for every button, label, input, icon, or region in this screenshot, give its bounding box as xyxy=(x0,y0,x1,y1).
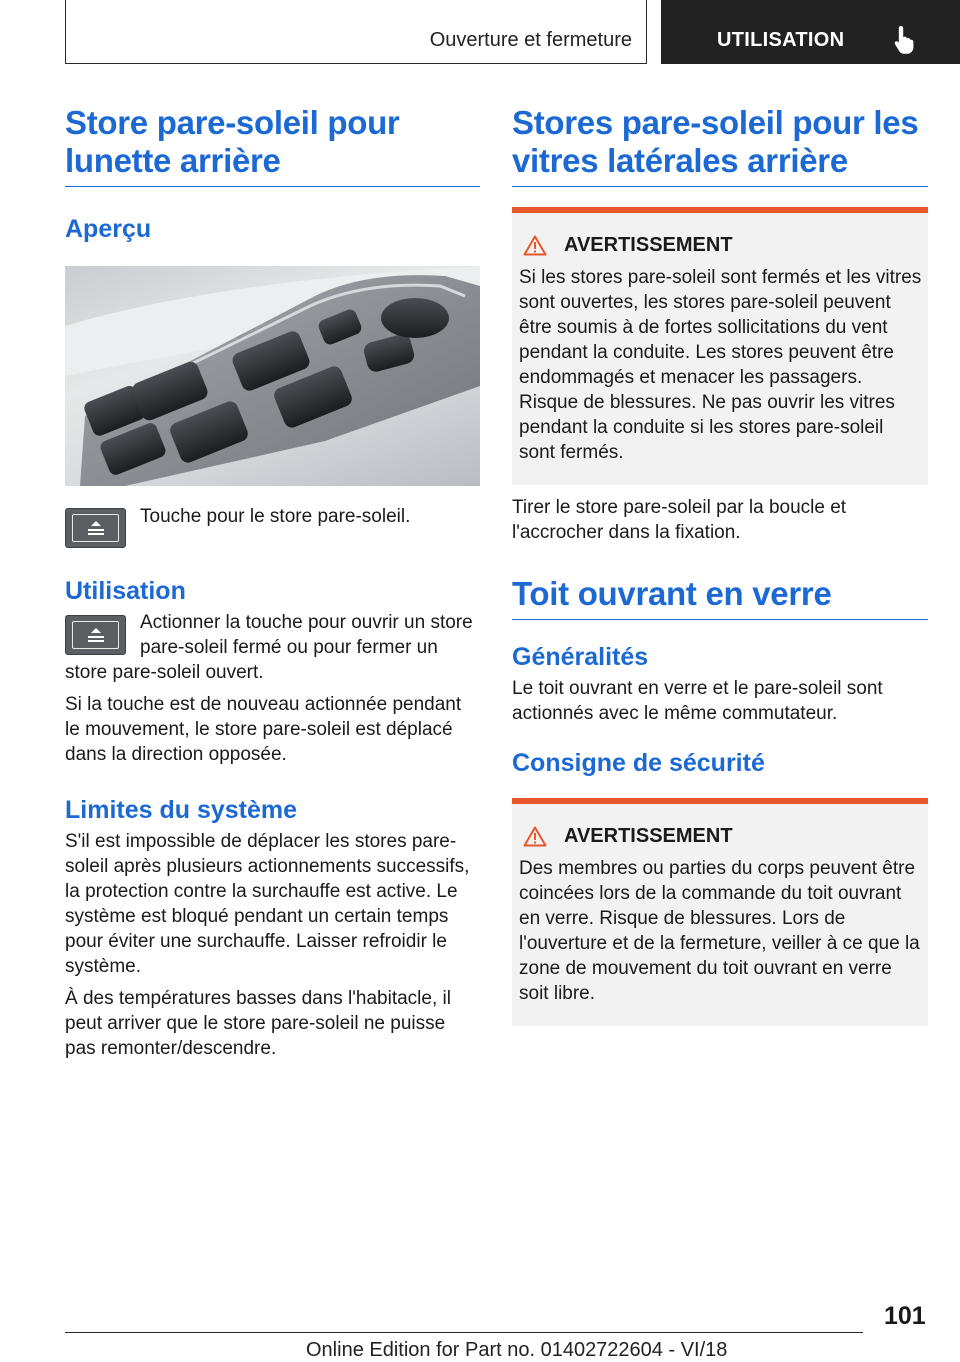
header-section-title: Ouverture et fermeture xyxy=(429,29,632,51)
pointing-hand-icon xyxy=(893,24,917,54)
glass-roof-title: Toit ouvrant en verre xyxy=(512,575,928,620)
right-column xyxy=(512,104,928,1026)
key-caption-row xyxy=(65,508,480,548)
safety-heading: Consigne de sécurité xyxy=(512,749,765,777)
header-section-box xyxy=(65,0,647,64)
sunblind-key-icon xyxy=(65,615,126,655)
overview-heading: Aperçu xyxy=(65,215,152,243)
warning-triangle-icon xyxy=(523,826,547,847)
warning-title-row xyxy=(519,233,922,257)
footer-divider xyxy=(65,1332,863,1333)
footer-edition: Online Edition for Part no. 01402722604 - VI/18 xyxy=(306,1339,728,1361)
warning-title: AVERTISSEMENT xyxy=(564,234,733,256)
door-panel-illustration xyxy=(65,266,480,486)
page-number: 101 xyxy=(884,1302,926,1330)
left-column xyxy=(65,104,480,1061)
door-switch-panel-photo xyxy=(65,266,480,486)
warning-text: Des membres ou parties du corps peuvent être coincées lors de la commande du toit ouvrant en verre. Risque de blessures. Lors de l'ouverture et de la fermeture, veiller à ce que la zone de mouvement du toit ouvrant en verre soit libre. xyxy=(519,858,920,1004)
warning-box-wind xyxy=(512,207,928,485)
general-heading: Généralités xyxy=(512,643,649,671)
usage-text: Actionner la touche pour ouvrir un store pare-soleil fermé ou pour fermer un store pare-soleil ouvert. xyxy=(65,612,473,683)
warning-triangle-icon xyxy=(523,235,547,256)
rear-window-sunblind-title xyxy=(65,104,480,187)
title-line-2: vitres latérales arrière xyxy=(512,142,848,179)
header-chapter-box xyxy=(661,0,960,64)
title-line-1: Stores pare-soleil pour les xyxy=(512,104,919,141)
limits-text-2: À des températures basses dans l'habitacle, il peut arriver que le store pare-soleil ne puisse pas remonter/descendre. xyxy=(65,988,451,1059)
general-text: Le toit ouvrant en verre et le pare-soleil sont actionnés avec le même commutateur. xyxy=(512,678,883,724)
key-caption-text: Touche pour le store pare-soleil. xyxy=(140,506,411,527)
sunblind-key-icon xyxy=(65,508,126,548)
usage-text-2: Si la touche est de nouveau actionnée pendant le mouvement, le store pare-soleil est déplacé dans la direction opposée. xyxy=(65,694,462,765)
limits-text-1: S'il est impossible de déplacer les stores pare-soleil après plusieurs actionnements successifs, la protection contre la surchauffe est active. Le système est bloqué pendant un certain temps pour éviter une surchauffe. Laisser refroidir le système. xyxy=(65,831,470,977)
title-line-1: Store pare-soleil pour xyxy=(65,104,400,141)
limits-heading: Limites du système xyxy=(65,796,298,824)
warning-title-row xyxy=(519,824,922,848)
warning-title: AVERTISSEMENT xyxy=(564,825,733,847)
warning-box-roof xyxy=(512,798,928,1026)
usage-block xyxy=(65,610,480,685)
pull-instruction-text: Tirer le store pare-soleil par la boucle et l'accrocher dans la fixation. xyxy=(512,497,847,543)
usage-heading: Utilisation xyxy=(65,577,186,605)
title-line-2: lunette arrière xyxy=(65,142,281,179)
header-chapter-title: UTILISATION xyxy=(717,29,845,51)
side-window-sunblinds-title xyxy=(512,104,928,187)
warning-text: Si les stores pare-soleil sont fermés et les vitres sont ouvertes, les stores pare-soleil peuvent être soumis à de fortes sollicitations du vent pendant la conduite. Les stores peuvent être endommagés et menacer les passagers. Risque de blessures. Ne pas ouvrir les vitres pendant la conduite si les stores pare-soleil sont fermés. xyxy=(519,267,922,463)
